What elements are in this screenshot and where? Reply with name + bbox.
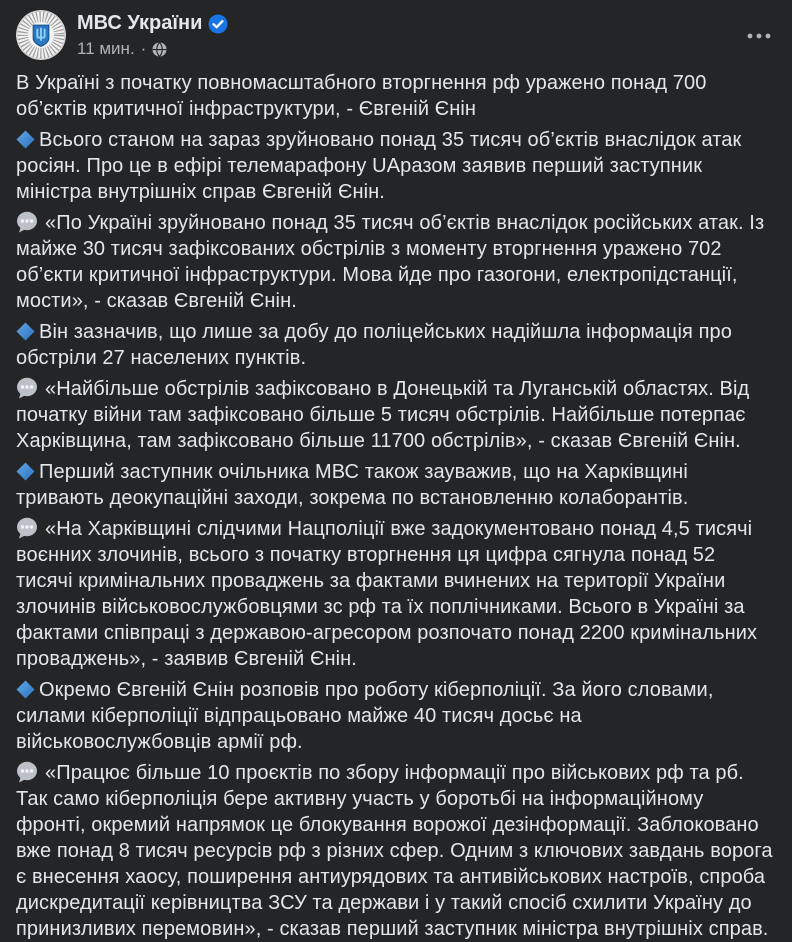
globe-public-icon <box>152 42 167 57</box>
paragraph-text: Окремо Євгеній Єнін розповів про роботу кіберполіції. За його словами, силами кіберполіції відпрацьовано майже 40 тисяч досьє на військовослужбовців армії рф. <box>16 679 714 753</box>
post-paragraph <box>16 376 776 454</box>
post-paragraph <box>16 127 776 205</box>
paragraph-text: «На Харківщині слідчими Нацполіції вже задокументовано понад 4,5 тисячі воєнних злочинів, всього з початку вторгнення ця цифра сягнула понад 52 тисячі кримінальних проваджень за фактами вчинених на території України злочинів військовослужбовцями зс рф та їх поплічниками. Всього в Україні за фактами співпраці з державою-агресором розпочато понад 2200 кримінальних проваджень», - заявив Євгеній Єнін. <box>16 518 758 670</box>
more-options-button[interactable] <box>742 24 776 48</box>
page-name-link[interactable]: МВС України <box>77 12 203 34</box>
blue-diamond-emoji <box>16 322 35 341</box>
paragraph-text: В Україні з початку повномасштабного вторгнення рф уражено понад 700 об’єктів критичної інфраструктури, - Євгеній Єнін <box>16 72 707 120</box>
blue-diamond-emoji <box>16 680 35 699</box>
dot-separator: · <box>140 39 147 58</box>
paragraph-text: «Працює більше 10 проєктів по збору інформації про військових рф та рб. Так само кіберполіція бере активну участь у боротьбі на інформаційному фронті, окремий напрямок це блокування ворожої дезінформації. Заблоковано вже понад 8 тисяч ресурсів рф з різних сфер. Одним з ключових завдань ворога є внесення хаосу, поширення антиурядових та антивійськових настроїв, спроба дискредитації керівництва ЗСУ та держави і у такий спосіб схилити Україну до принизливих перемовин», - сказав перший заступник міністра внутрішніх справ. <box>16 762 773 940</box>
paragraph-text: Він зазначив, що лише за добу до поліцейських надійшла інформація про обстріли 27 населених пунктів. <box>16 321 732 369</box>
post-body <box>16 70 776 942</box>
speech-balloon-emoji <box>16 377 38 399</box>
paragraph-text: «По Україні зруйновано понад 35 тисяч об’єктів внаслідок російських атак. Із майже 30 тисяч зафіксованих обстрілів з моменту вторгнення уражено 702 об’єкти критичної інфраструктури. Мова йде про газогони, електропідстанції, мости», - сказав Євгеній Єнін. <box>16 212 765 312</box>
timestamp-row <box>77 39 228 59</box>
speech-balloon-emoji <box>16 211 38 233</box>
paragraph-text: Всього станом на зараз зруйновано понад 35 тисяч об’єктів внаслідок атак росіян. Про це в ефірі телемарафону UAразом заявив перший заступник міністра внутрішніх справ Євгеній Єнін. <box>16 129 742 203</box>
post-paragraph <box>16 677 776 755</box>
post-paragraph <box>16 70 776 122</box>
paragraph-text: Перший заступник очільника МВС також зауважив, що на Харківщині тривають деокупаційні заходи, зокрема по встановленню колаборантів. <box>16 461 689 509</box>
page-avatar-mvs-logo[interactable] <box>16 10 66 60</box>
header-meta <box>77 10 228 59</box>
post-paragraph <box>16 516 776 672</box>
post-header <box>16 10 776 60</box>
post-paragraph <box>16 319 776 371</box>
speech-balloon-emoji <box>16 761 38 783</box>
post-timestamp[interactable]: 11 мин. <box>77 39 135 58</box>
blue-diamond-emoji <box>16 462 35 481</box>
name-row <box>77 12 228 35</box>
speech-balloon-emoji <box>16 517 38 539</box>
post-paragraph <box>16 210 776 314</box>
verified-badge-icon <box>208 14 228 34</box>
blue-diamond-emoji <box>16 130 35 149</box>
post-paragraph <box>16 760 776 942</box>
paragraph-text: «Найбільше обстрілів зафіксовано в Донецькій та Луганській областях. Від початку війни там зафіксовано більше 5 тисяч обстрілів. Найбільше потерпає Харківщина, там зафіксовано більше 11700 обстрілів», - сказав Євгеній Єнін. <box>16 378 750 452</box>
post-paragraph <box>16 459 776 511</box>
more-dots-icon <box>746 32 772 40</box>
